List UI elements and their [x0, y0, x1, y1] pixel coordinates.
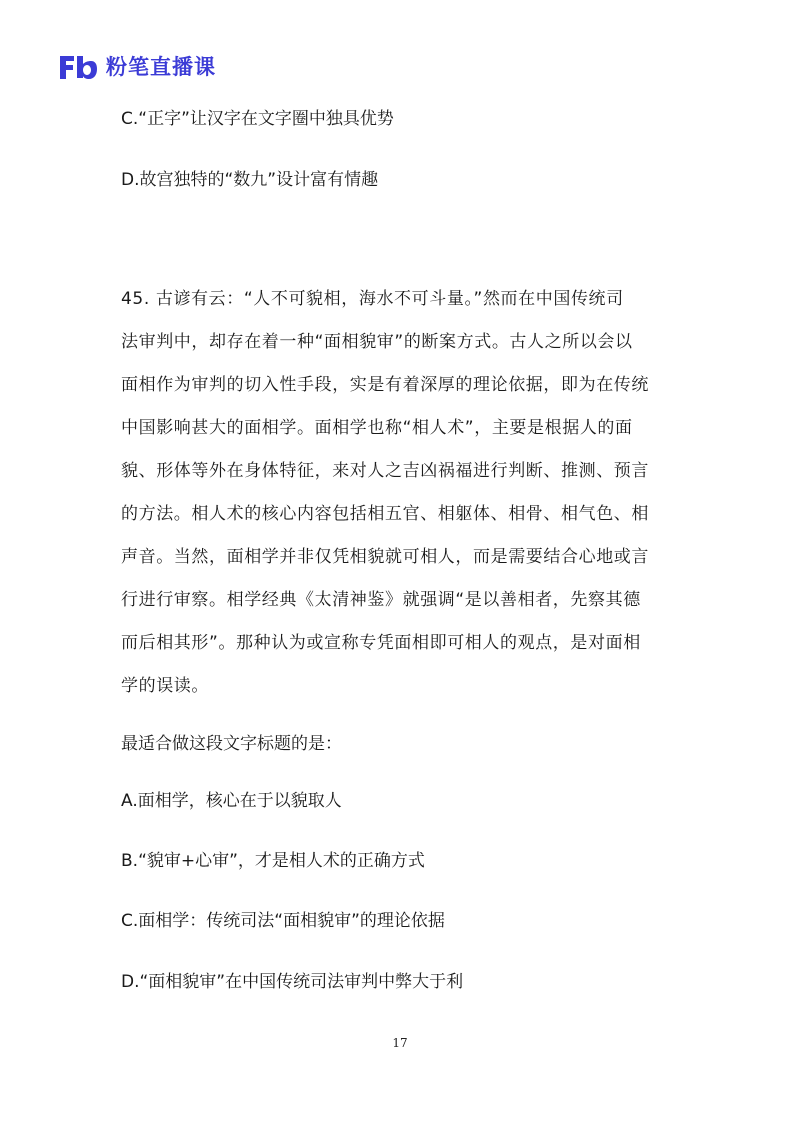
question-text-line: 法审判中，却存在着一种“面相貌审”的断案方式。古人之所以会以	[121, 332, 633, 352]
question-text-line: 而后相其形”。那种认为或宣称专凭面相即可相人的观点，是对面相	[121, 633, 641, 653]
fenbi-logo-icon	[58, 52, 98, 82]
page-number: 17	[392, 1036, 408, 1050]
brand-logo	[58, 50, 216, 84]
question-text-line: 的方法。相人术的核心内容包括相五官、相躯体、相骨、相气色、相	[121, 504, 649, 524]
question-text-line: 面相作为审判的切入性手段，实是有着深厚的理论依据，即为在传统	[121, 375, 649, 395]
question-text-line: 学的误读。	[121, 676, 209, 696]
question-text-line: 声音。当然，面相学并非仅凭相貌就可相人，而是需要结合心地或言	[121, 547, 649, 567]
prev-option-d: D.故宫独特的“数九”设计富有情趣	[121, 170, 379, 190]
question-text-line: 45. 古谚有云：“人不可貌相，海水不可斗量。”然而在中国传统司	[121, 289, 624, 309]
question-text-line: 中国影响甚大的面相学。面相学也称“相人术”，主要是根据人的面	[121, 418, 633, 438]
option-c: C.面相学：传统司法“面相貌审”的理论依据	[121, 911, 445, 931]
option-a: A.面相学，核心在于以貌取人	[121, 791, 342, 811]
question-text-line: 貌、形体等外在身体特征，来对人之吉凶祸福进行判断、推测、预言	[121, 461, 649, 481]
question-prompt: 最适合做这段文字标题的是：	[121, 734, 342, 754]
option-b: B.“貌审+心审”，才是相人术的正确方式	[121, 851, 425, 871]
option-d: D.“面相貌审”在中国传统司法审判中弊大于利	[121, 972, 464, 992]
brand-name: 粉笔直播课	[106, 55, 216, 79]
question-text-line: 行进行审察。相学经典《太清神鉴》就强调“是以善相者，先察其德	[121, 590, 641, 610]
prev-option-c: C.“正字”让汉字在文字圈中独具优势	[121, 109, 394, 129]
